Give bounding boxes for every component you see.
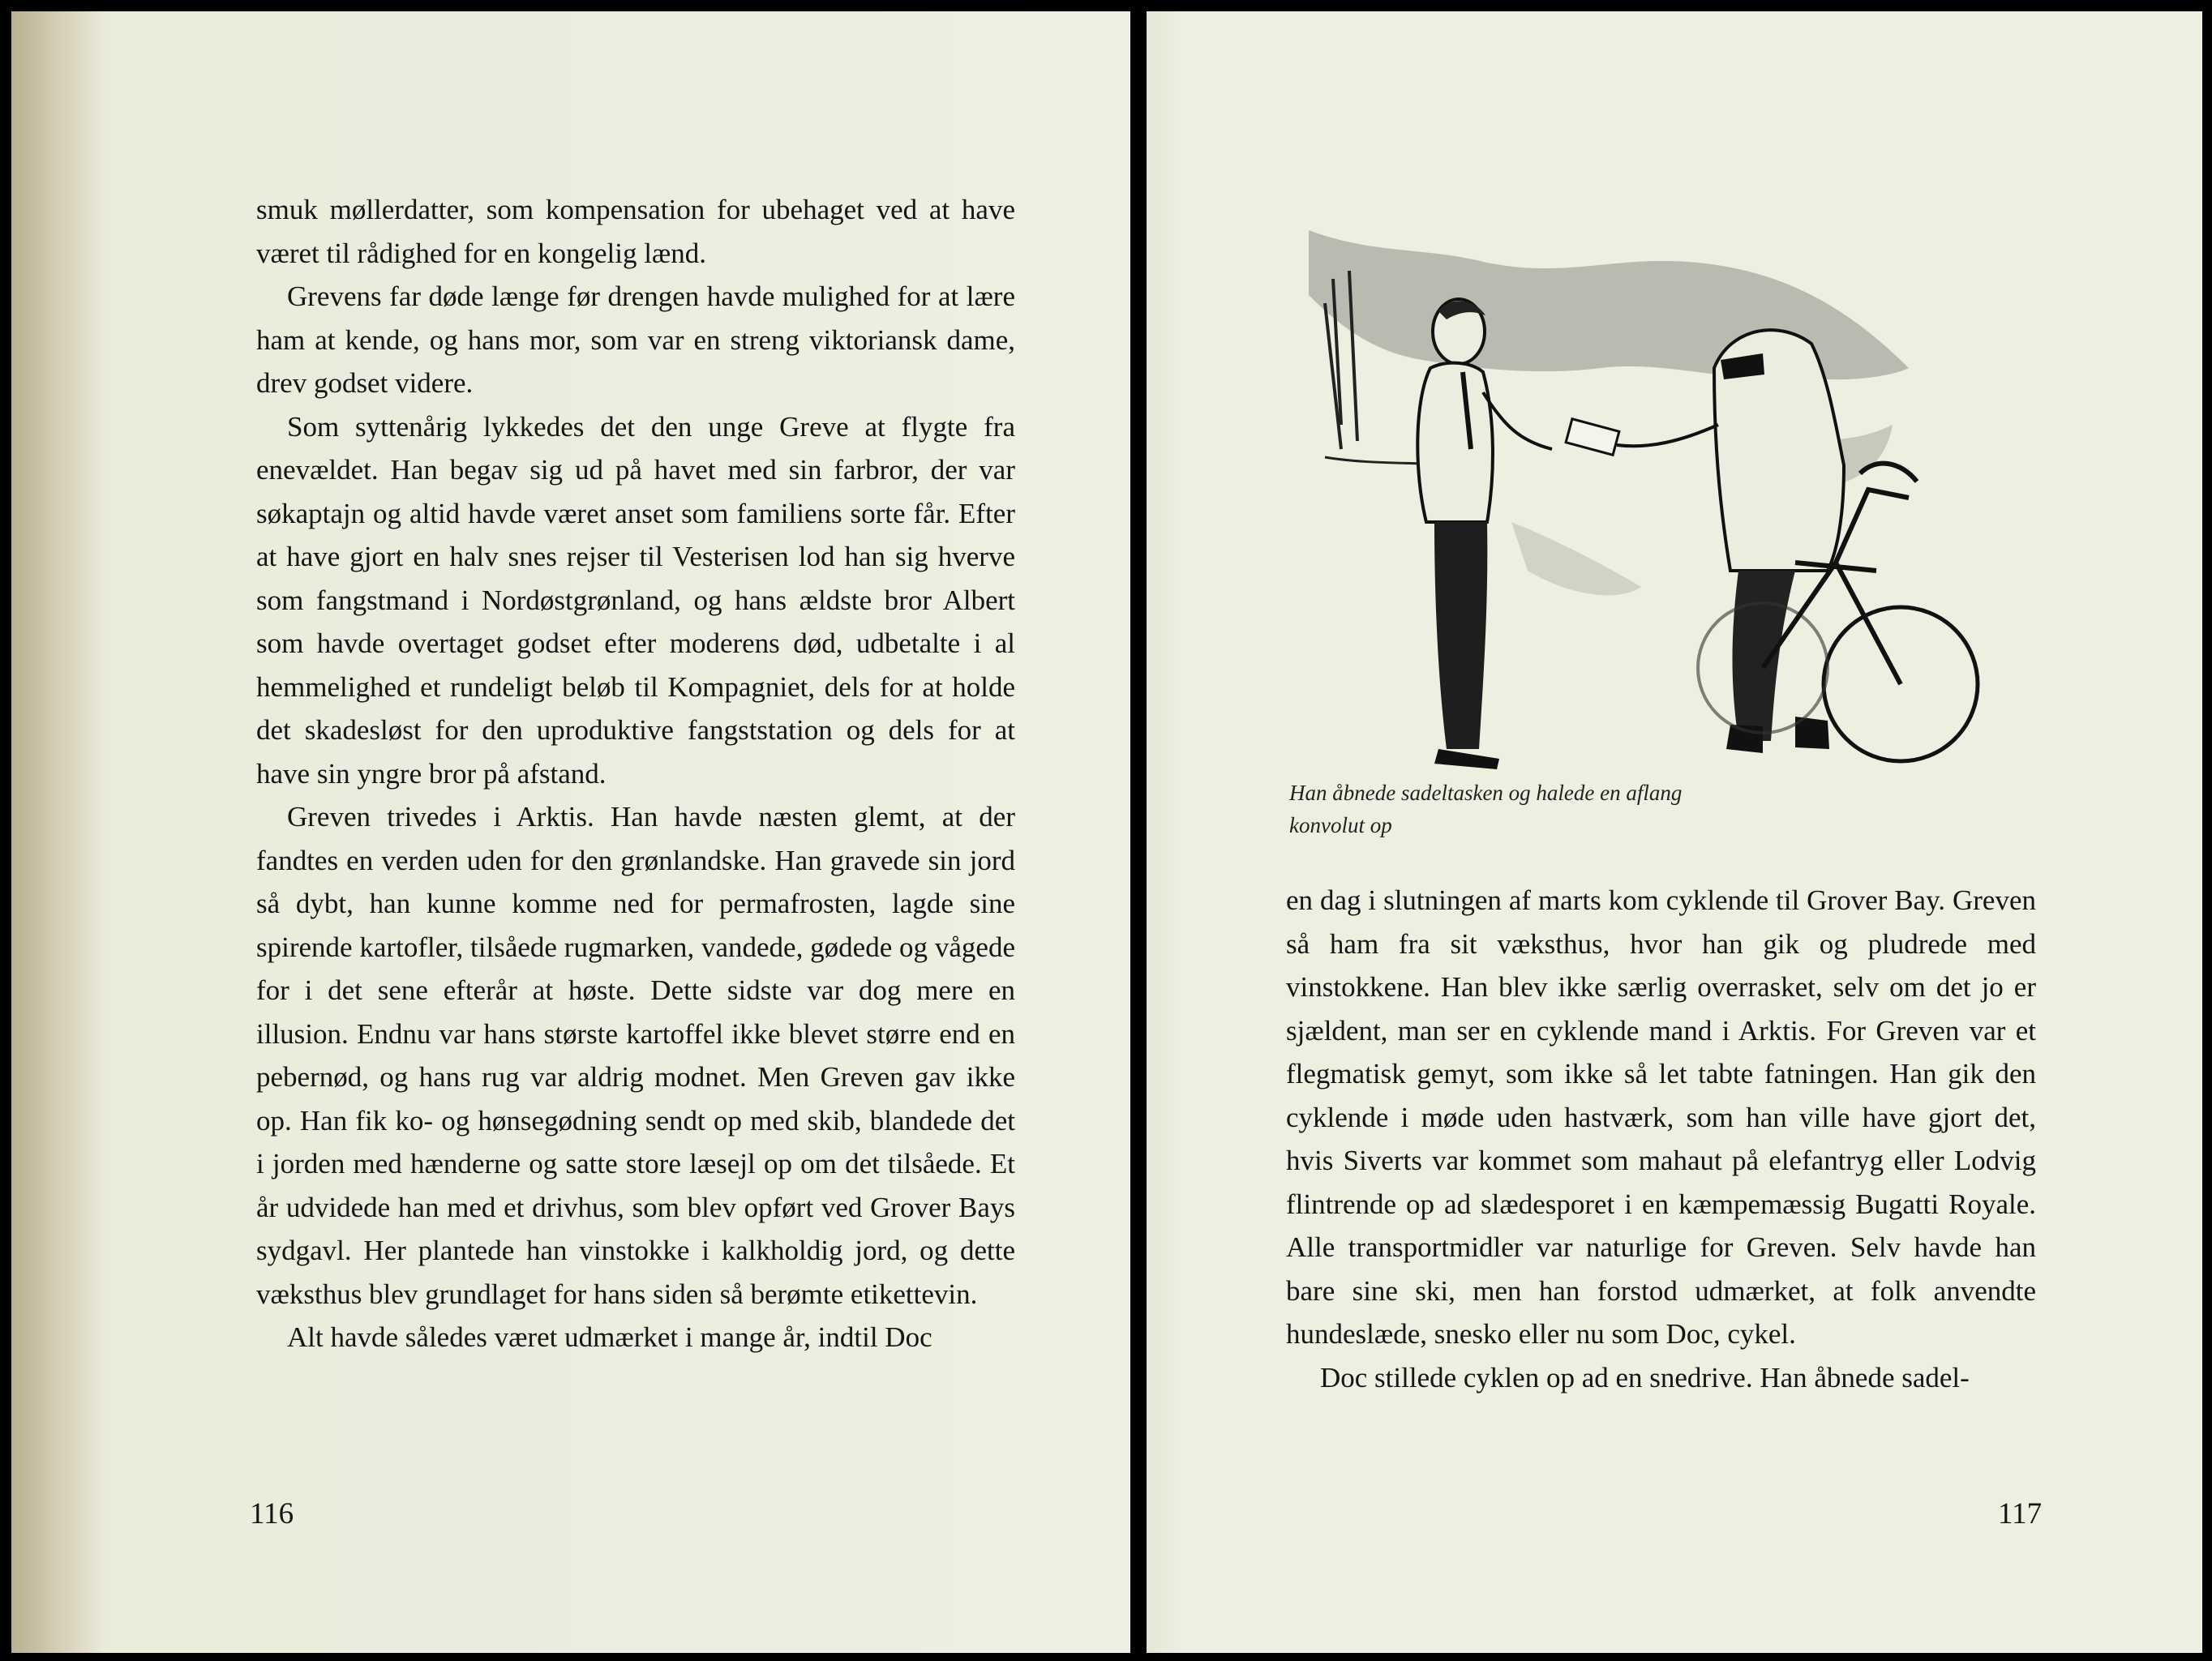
reaching-arm	[1617, 425, 1718, 446]
right-page-text	[1286, 879, 2036, 1399]
envelope	[1566, 419, 1619, 456]
page-number: 116	[250, 1497, 294, 1530]
paragraph: en dag i slutningen af marts kom cyklende til Grover Bay. Greven så ham fra sit væksthus, hvor han gik og pludrede med vinstokkene. Han blev ikke særlig overrasket, selv om det jo er sjældent, man ser en cyklende mand i Arktis. For Greven var et flegmatisk gemyt, som ikke så let tabte fatningen. Han gik den cyklende i møde uden hastværk, som han ville have gjort det, hvis Siverts var kommet som mahaut på elefantryg eller Lodvig flintrende op ad slædesporet i en kæmpemæssig Bugatti Royale. Alle transportmidler var naturlige for Greven. Selv havde han bare sine ski, men han forstod udmærket, at folk anvendte hundeslæde, snesko eller nu som Doc, cykel.	[1286, 884, 2036, 1350]
right-page	[1147, 11, 2202, 1653]
bicycle-handlebar	[1860, 464, 1917, 482]
paragraph: smuk møllerdatter, som kompensation for ubehaget ved at have været til rådighed for en kongelig lænd.	[256, 194, 1015, 269]
illustration-caption	[1289, 777, 1792, 841]
paragraph: Greven trivedes i Arktis. Han havde næsten glemt, at der fandtes en verden uden for den grønlandske. Han gravede sin jord så dybt, han kunne komme ned for permafrosten, lagde sine spirende kartofler, tilsåede rugmarken, vandede, gødede og vågede for i det sene efterår at høste. Dette sidste var dog mere en illusion. Endnu var hans største kartoffel ikke blevet større end en pebernød, og hans rug var aldrig modnet. Men Greven gav ikke op. Han fik ko- og hønsegødning sendt op med skib, blandede det i jorden med hænderne og satte store læsejl op om det tilsåede. Et år udvidede han med et drivhus, som blev opført ved Grover Bays sydgavl. Her plantede han vinstokke i kalkholdig jord, og dette væksthus blev grundlaget for hans siden så berømte etikettevin.	[256, 801, 1015, 1310]
man-shoes	[1434, 749, 1499, 769]
man-legs	[1434, 522, 1487, 749]
paragraph: Som syttenårig lykkedes det den unge Greve at flygte fra enevældet. Han begav sig ud på havet med sin farbror, der var søkaptajn og altid havde været anset som familiens sorte får. Efter at have gjort en halv snes rejser til Vesterisen lod han sig hverve som fangstmand i Nordøstgrønland, og hans ældste bror Albert som havde overtaget godset efter moderens død, udbetalte i al hemmelighed et rundeligt beløb til Kompagniet, dels for at holde det skadesløst for den uproduktive fangststation og dels for at have sin yngre bror på afstand.	[256, 410, 1015, 790]
caption-line: konvolut op	[1289, 813, 1392, 837]
paragraph: Doc stillede cyklen op ad en snedrive. Han åbnede sadel-	[1320, 1361, 1970, 1393]
left-page-text	[256, 188, 1015, 1359]
paragraph: Grevens far døde længe før drengen havde mulighed for at lære ham at kende, og hans mor, som var en streng viktoriansk dame, drev godset videre.	[256, 280, 1015, 399]
caption-line: Han åbnede sadeltasken og halede en aflang	[1289, 781, 1683, 805]
binding-shadow	[11, 11, 109, 1653]
ink-wash	[1511, 522, 1641, 595]
hooded-legs	[1733, 571, 1796, 741]
paragraph: Alt havde således været udmærket i mange år, indtil Doc	[287, 1321, 932, 1353]
man-body	[1417, 363, 1493, 522]
page-number: 117	[1998, 1497, 2043, 1530]
left-page	[11, 11, 1130, 1653]
ink-illustration	[1276, 182, 1990, 798]
